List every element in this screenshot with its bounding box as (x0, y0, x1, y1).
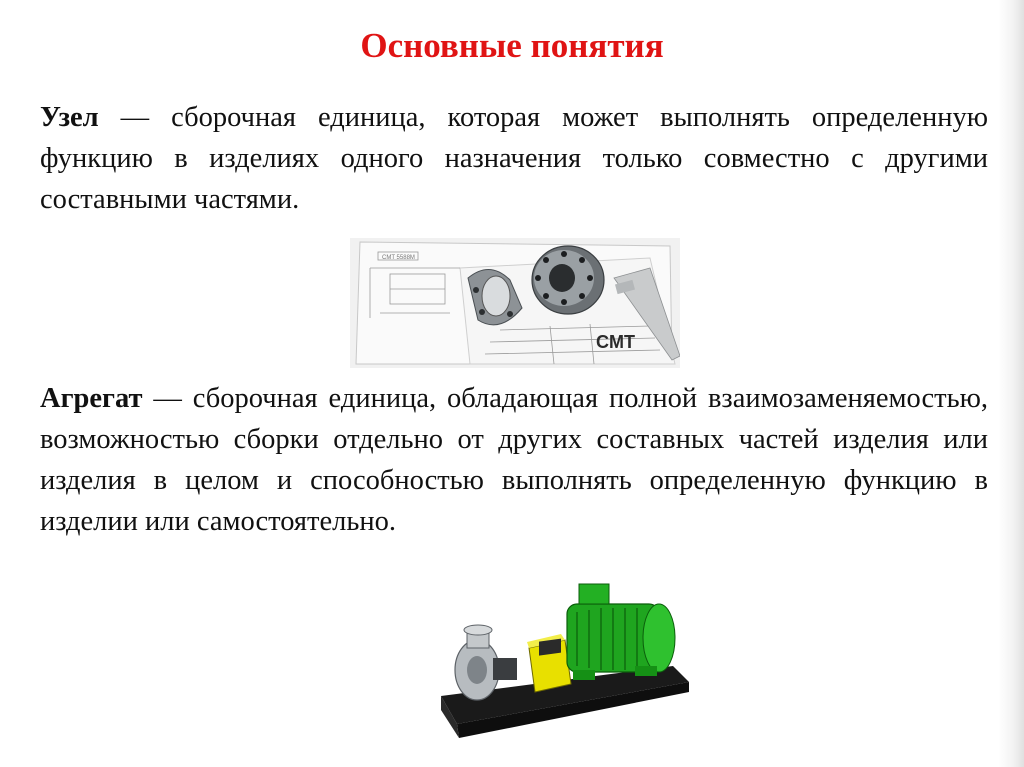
svg-text:CMT: CMT (596, 332, 635, 352)
slide-title: Основные понятия (360, 26, 664, 65)
definition-agregat-text: — сборочная единица, обладающая полной взаимозаменяемостью, возможностью сборки отдельно от других составных частей изделия или изделия в целом и способностью выполнять определенную функцию в изделии или самостоятельно. (40, 383, 988, 537)
locking-ring-part (532, 246, 604, 314)
cmt-logo (596, 332, 635, 352)
pump-unit-image (437, 574, 695, 744)
definition-uzel-text: — сборочная единица, которая может выполнять определенную функцию в изделиях одного назначения только совместно с другими составными частями. (40, 102, 988, 215)
drawing-header-text: CMT 5588M (382, 255, 415, 261)
definition-agregat (40, 378, 988, 542)
page-edge-shadow (998, 0, 1024, 767)
electric-motor (567, 584, 675, 680)
term-uzel: Узел (40, 102, 99, 133)
assembly-unit-image (350, 238, 680, 368)
coupling-guard (527, 634, 571, 692)
definition-uzel (40, 97, 988, 220)
term-agregat: Агрегат (40, 383, 143, 414)
